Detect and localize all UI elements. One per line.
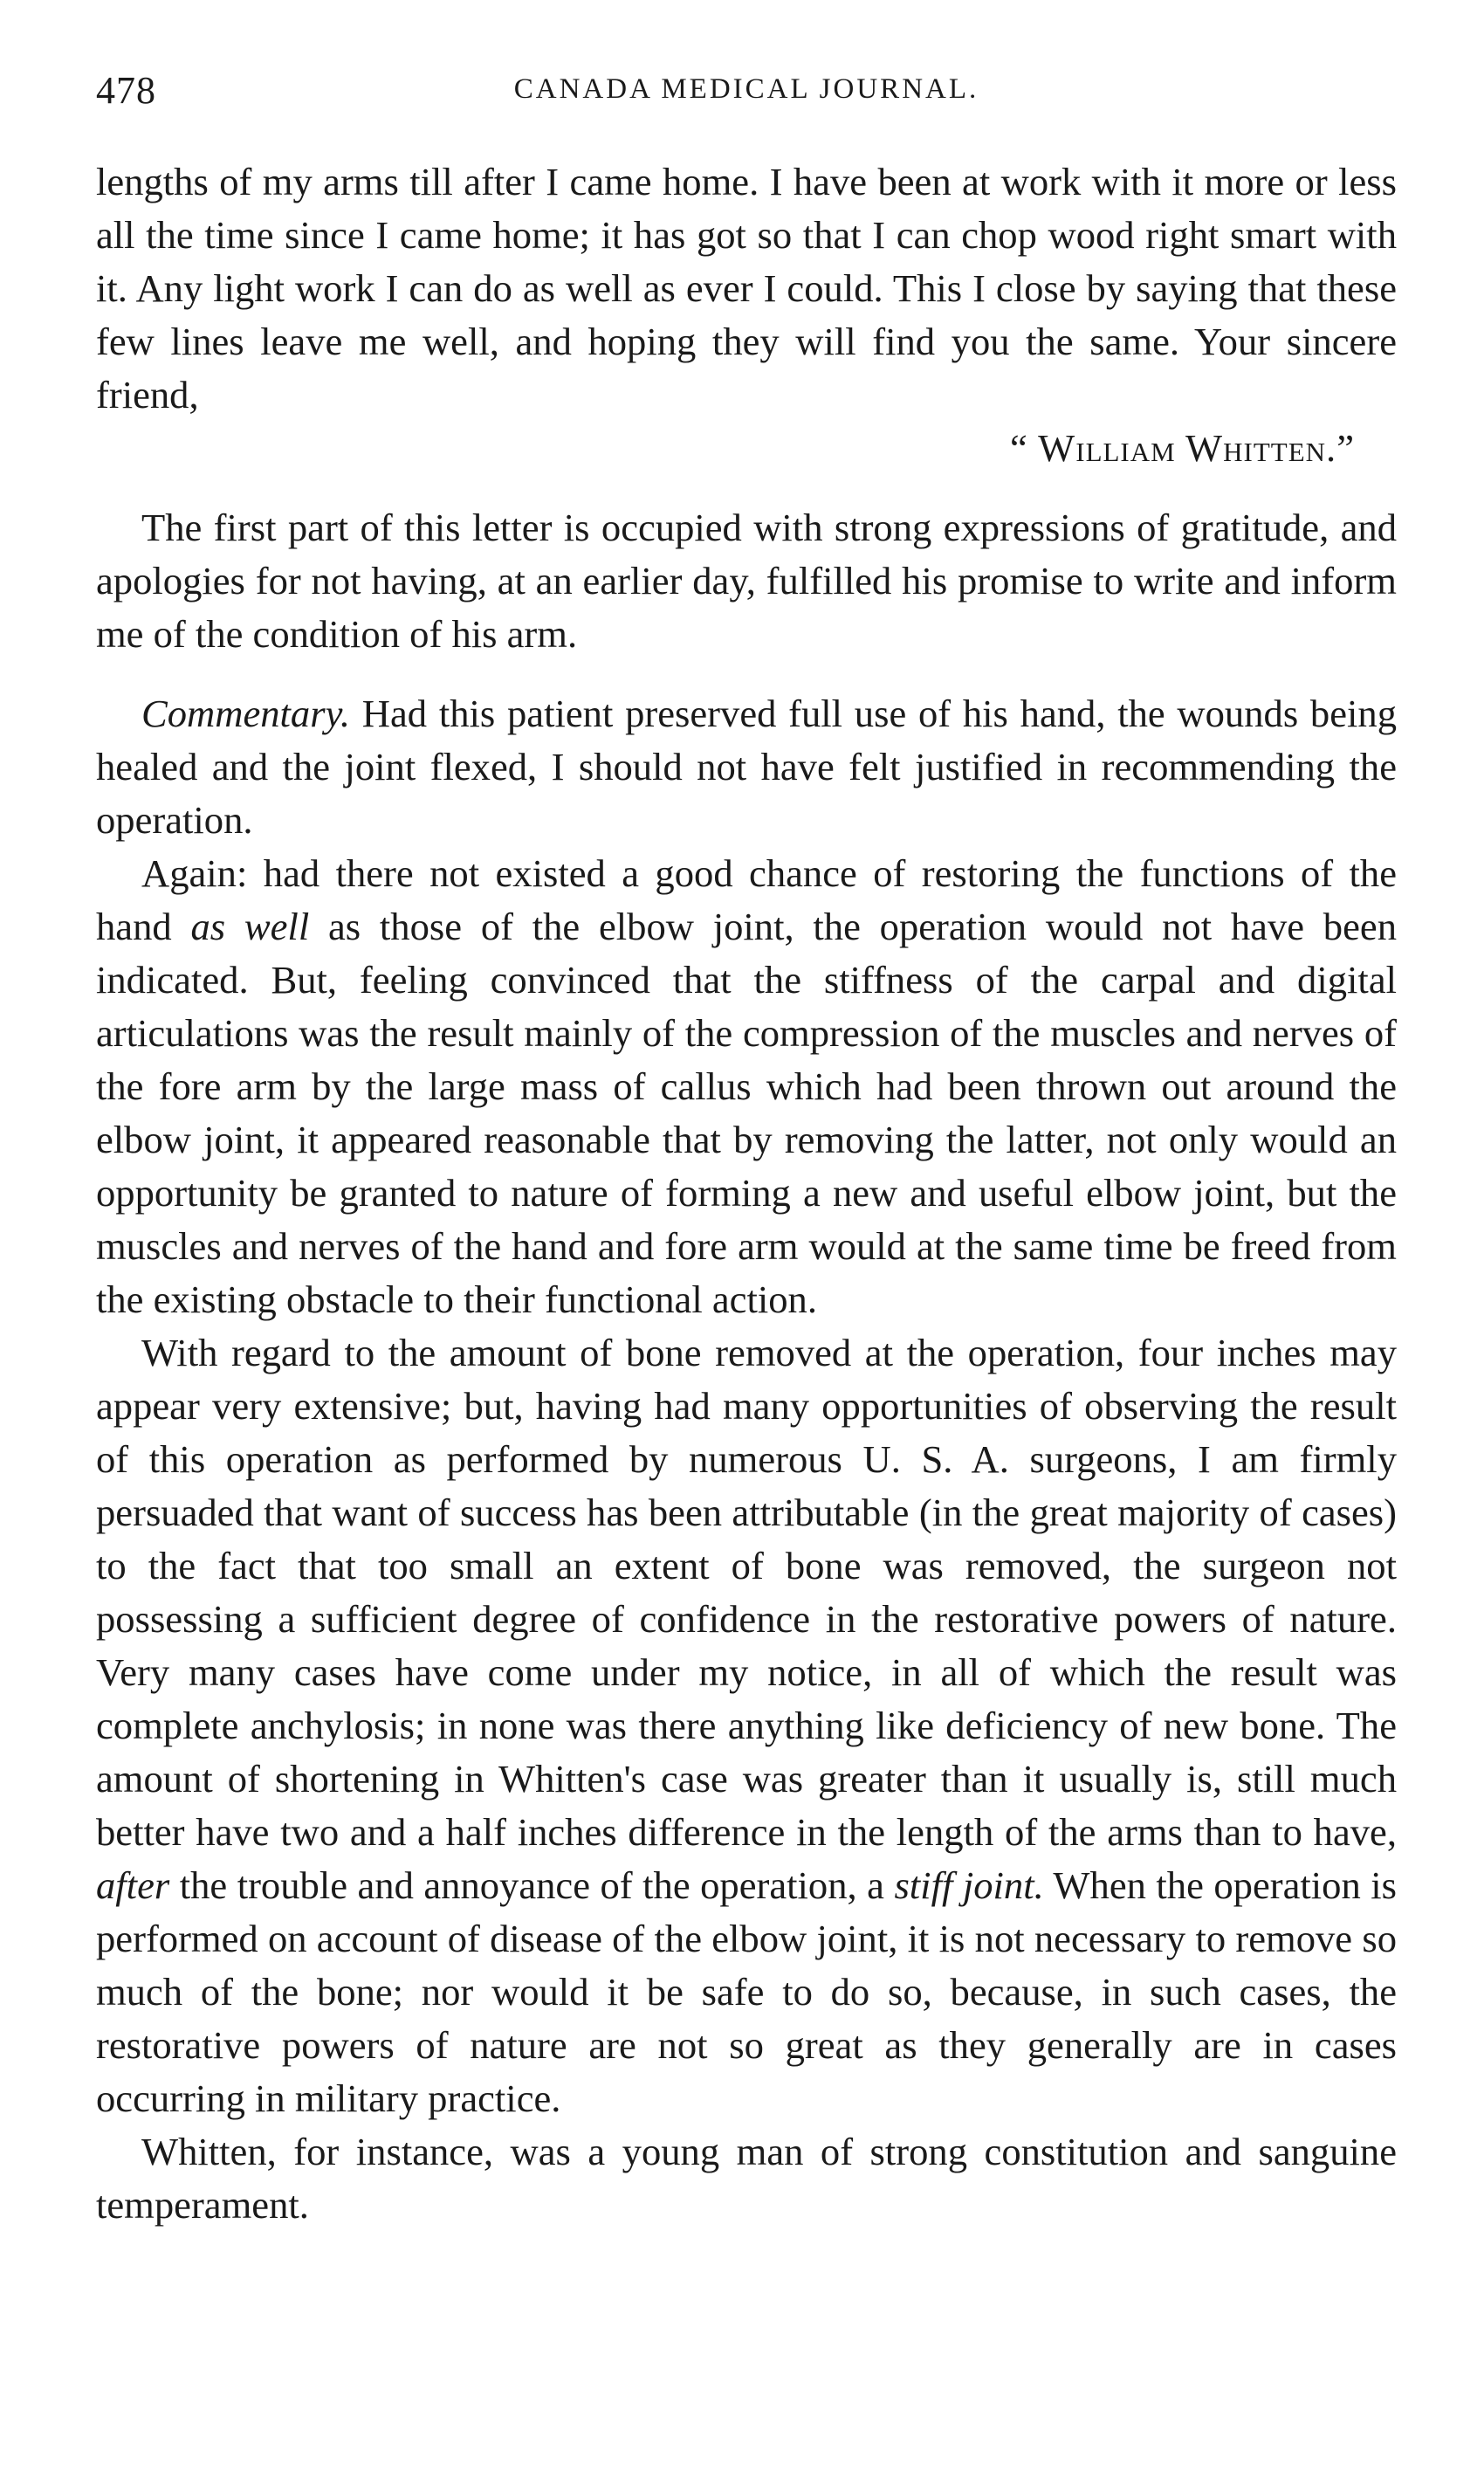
page-number: 478: [96, 69, 156, 112]
commentary-text: Had this patient preserved full use of his hand, the wounds being healed and the joint flexed, I should not have felt justified in recommending the operation.: [96, 692, 1397, 842]
paragraph-bone-removal: [96, 1326, 1397, 2125]
regard-text-1: With regard to the amount of bone removed at the operation, four inches may appear very extensive; but, having had many opportunities of observing the result of this operation as performed by numerous U. S. A. surgeons, I am firmly persuaded that want of success has been attributable (in the great majority of cases) to the fact that too small an extent of bone was removed, the surgeon not possessing a sufficient degree of confidence in the restorative powers of nature. Very many cases have come under my notice, in all of which the result was complete anchylosis; in none was there anything like deficiency of new bone. The amount of shortening in Whitten's case was greater than it usually is, still much better have two and a half inches difference in the length of the arms than to have,: [96, 1331, 1397, 1854]
letter-continuation: lengths of my arms till after I came home. I have been at work with it more or less all the time since I came home; it has got so that I can chop wood right smart with it. Any light work I can do as well as ever I could. This I close by saying that these few lines leave me well, and hoping they will find you the same. Your sincere friend,: [96, 160, 1397, 417]
commentary-label: Commentary.: [141, 692, 351, 735]
paragraph-commentary: [96, 687, 1397, 847]
paragraph-again: [96, 847, 1397, 1326]
regard-text-3: When the operation is performed on account of disease of the elbow joint, it is not necessary to remove so much of the bone; nor would it be safe to do so, because, in such cases, the restorative powers of nature are not so great as they generally are in cases occurring in military practice.: [96, 1863, 1397, 2120]
again-text-1: Again: had there not existed a good chance of restoring the functions of the hand: [96, 851, 1397, 948]
running-head: [96, 68, 1397, 121]
paragraph-whitten: Whitten, for instance, was a young man of strong constitution and sanguine temperament.: [96, 2130, 1397, 2227]
again-emphasis: as well: [190, 905, 310, 948]
article-body: [96, 155, 1397, 2232]
regard-emphasis-after: after: [96, 1863, 170, 1907]
regard-text-2: the trouble and annoyance of the operation, a: [169, 1863, 895, 1907]
paragraph-letter-description: The first part of this letter is occupied with strong expressions of gratitude, and apologies for not having, at an earlier day, fulfilled his promise to write and inform me of the condition of his arm.: [96, 506, 1397, 656]
letter-signature: “ William Whitten.”: [1010, 426, 1355, 470]
again-text-2: as those of the elbow joint, the operation would not have been indicated. But, feeling convinced that the stiffness of the carpal and digital articulations was the result mainly of the compression of the muscles and nerves of the fore arm by the large mass of callus which had been thrown out around the elbow joint, it appeared reasonable that by removing the latter, not only would an opportunity be granted to nature of forming a new and useful elbow joint, but the muscles and nerves of the hand and fore arm would at the same time be freed from the existing obstacle to their functional action.: [96, 905, 1397, 1321]
journal-title: CANADA MEDICAL JOURNAL.: [513, 73, 979, 105]
regard-emphasis-stiff-joint: stiff joint.: [894, 1863, 1044, 1907]
